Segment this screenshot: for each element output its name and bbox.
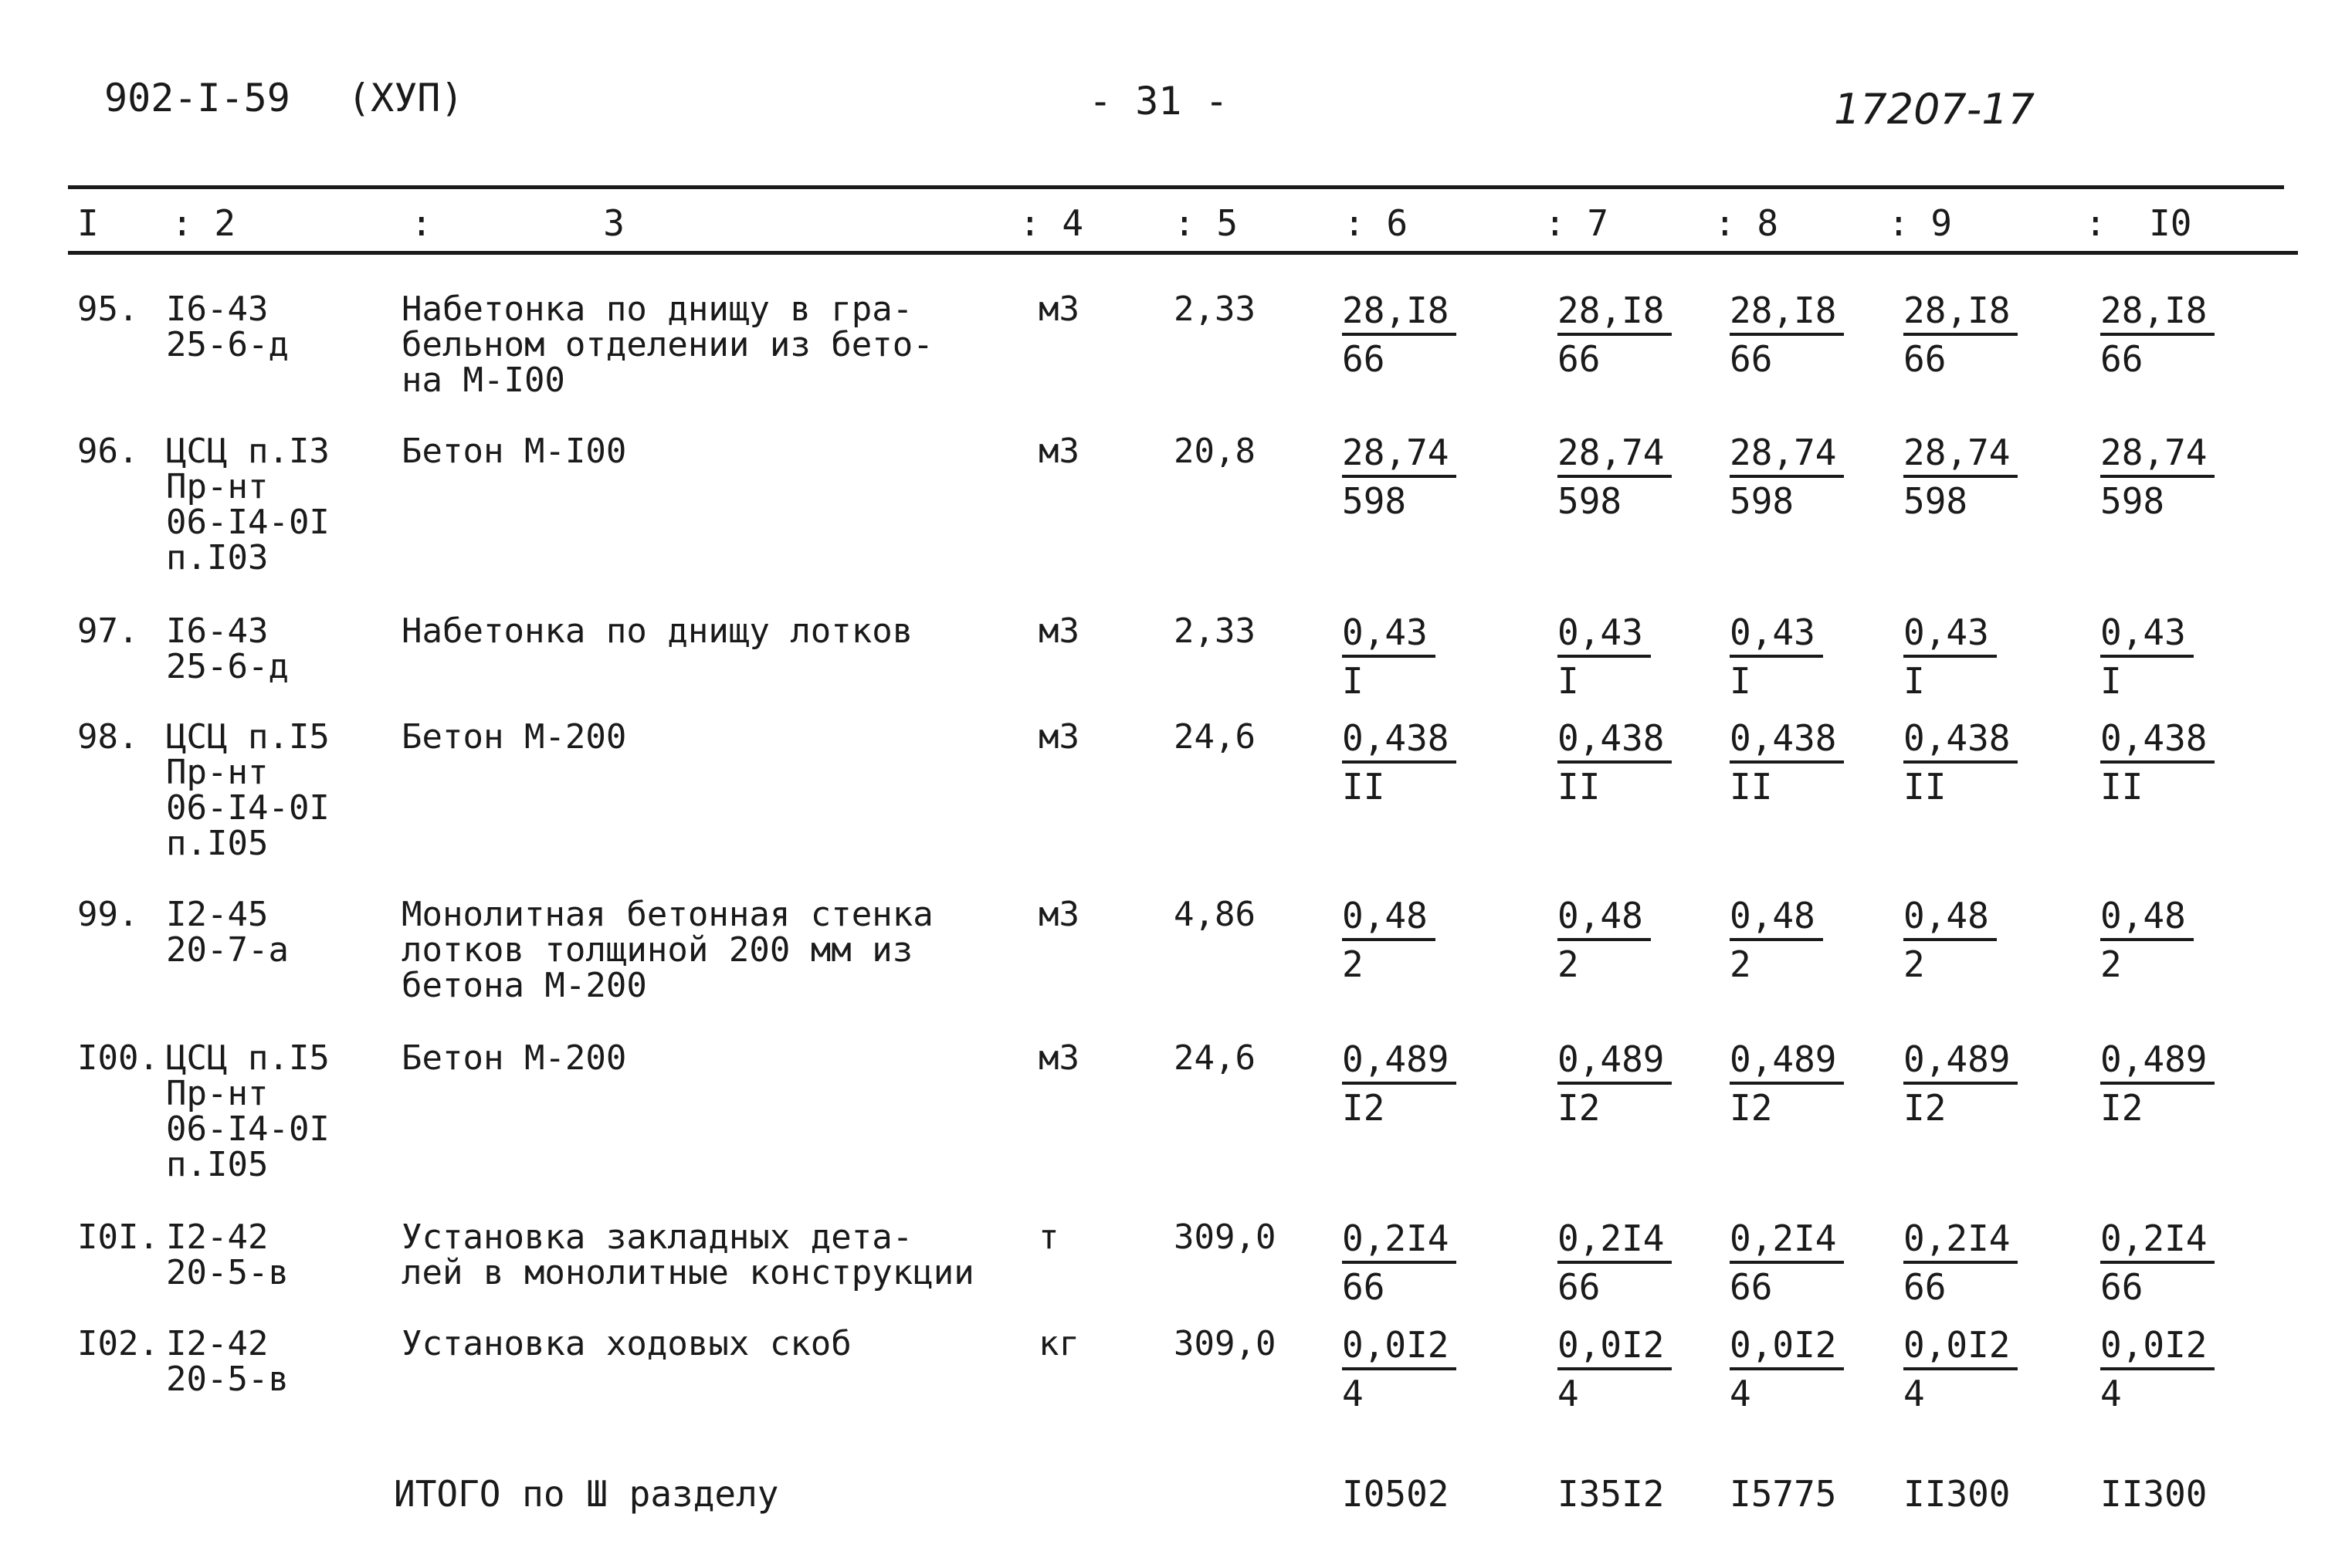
doc-code: 902-I-59: [104, 76, 290, 120]
total-cost: 4: [1557, 1373, 1579, 1414]
doc-part: (ХУП): [347, 76, 464, 120]
row-number: 98.: [77, 717, 139, 757]
unit-cost: 28,I8: [1342, 288, 1456, 336]
unit-cost: 0,2I4: [1903, 1216, 2018, 1264]
row-number: 97.: [77, 611, 139, 651]
total-cost: II: [1903, 766, 1947, 808]
unit: т: [1039, 1217, 1059, 1257]
cost-fraction: [1557, 608, 1651, 704]
total-cost: 598: [1557, 480, 1622, 522]
cost-fraction: [2100, 608, 2194, 704]
cost-fraction: [1730, 713, 1844, 810]
unit-cost: 0,48: [1557, 893, 1651, 941]
total-cost: 66: [1730, 1266, 1773, 1308]
total-cost: 66: [1342, 1266, 1385, 1308]
unit-cost: 28,I8: [2100, 288, 2215, 336]
quantity: 24,6: [1174, 717, 1256, 757]
unit-cost: 28,I8: [1730, 288, 1844, 336]
total-cost: 598: [1903, 480, 1968, 522]
cost-fraction: [1342, 428, 1456, 524]
norm-code: I2-42 20-5-в: [166, 1217, 289, 1292]
total-cost: 66: [1342, 338, 1385, 380]
cost-fraction: [2100, 891, 2194, 987]
unit: м3: [1039, 290, 1079, 329]
quantity: 20,8: [1174, 432, 1256, 471]
total-cost: 4: [1903, 1373, 1925, 1414]
total-cost: II: [1557, 766, 1601, 808]
cost-fraction: [1903, 891, 1997, 987]
page-number: - 31 -: [1089, 79, 1229, 124]
row-number: I00.: [77, 1038, 159, 1078]
cost-fraction: [1730, 891, 1823, 987]
cost-fraction: [1342, 1214, 1456, 1310]
total-cost: I: [2100, 660, 2122, 702]
work-description: Монолитная бетонная стенка лотков толщиной 200 мм из бетона М-200: [402, 895, 934, 1005]
total-cost: I2: [2100, 1087, 2144, 1129]
cost-fraction: [1342, 608, 1435, 704]
cost-fraction: [1342, 1320, 1456, 1417]
norm-code: ЦСЦ п.I5 Пр-нт 06-I4-0I п.I05: [166, 717, 330, 863]
cost-fraction: [1730, 428, 1844, 524]
cost-fraction: [1342, 286, 1456, 382]
cost-fraction: [1557, 1035, 1672, 1131]
quantity: 2,33: [1174, 611, 1256, 651]
total-cost: 598: [1342, 480, 1407, 522]
cost-fraction: [2100, 1320, 2215, 1417]
row-number: 95.: [77, 290, 139, 329]
norm-code: I6-43 25-6-д: [166, 290, 289, 364]
total-cost: I2: [1730, 1087, 1773, 1129]
unit: м3: [1039, 895, 1079, 934]
unit-cost: 0,43: [1730, 610, 1823, 658]
unit: м3: [1039, 432, 1079, 471]
sheet-reference: 17207-17: [1834, 85, 2035, 134]
total-cost: 66: [1557, 338, 1601, 380]
column-header-8: : 8: [1714, 202, 1779, 244]
unit-cost: 0,43: [1342, 610, 1435, 658]
work-description: Набетонка по днищу лотков: [402, 611, 913, 651]
unit-cost: 0,0I2: [1730, 1322, 1844, 1370]
total-cost: 2: [1903, 943, 1925, 985]
unit-cost: 0,489: [1730, 1037, 1844, 1085]
total-cost: 2: [1557, 943, 1579, 985]
cost-fraction: [2100, 428, 2215, 524]
unit-cost: 0,0I2: [1342, 1322, 1456, 1370]
cost-fraction: [1903, 1320, 2018, 1417]
unit-cost: 0,43: [1903, 610, 1997, 658]
total-cost: I2: [1903, 1087, 1947, 1129]
unit-cost: 0,2I4: [1342, 1216, 1456, 1264]
cost-fraction: [1557, 1214, 1672, 1310]
row-number: I0I.: [77, 1217, 159, 1257]
total-cost: 2: [2100, 943, 2122, 985]
norm-code: I2-42 20-5-в: [166, 1324, 289, 1399]
unit-cost: 0,489: [1903, 1037, 2018, 1085]
total-cost: 2: [1730, 943, 1751, 985]
unit: м3: [1039, 1038, 1079, 1078]
unit-cost: 0,0I2: [1903, 1322, 2018, 1370]
unit-cost: 0,43: [2100, 610, 2194, 658]
work-description: Бетон М-200: [402, 717, 627, 757]
cost-fraction: [1903, 608, 1997, 704]
cost-fraction: [1557, 286, 1672, 382]
total-cost: I2: [1342, 1087, 1385, 1129]
row-number: 99.: [77, 895, 139, 934]
total-cost: I: [1557, 660, 1579, 702]
unit-cost: 0,43: [1557, 610, 1651, 658]
cost-fraction: [1730, 1320, 1844, 1417]
cost-fraction: [2100, 1035, 2215, 1131]
total-cost: 2: [1342, 943, 1364, 985]
work-description: Бетон М-I00: [402, 432, 627, 471]
norm-code: I6-43 25-6-д: [166, 611, 289, 686]
unit-cost: 28,74: [1730, 430, 1844, 478]
total-label: ИТОГО по Ш разделу: [394, 1473, 779, 1515]
cost-fraction: [1903, 713, 2018, 810]
unit-cost: 0,438: [1730, 716, 1844, 764]
total-value: II300: [1903, 1473, 2011, 1515]
quantity: 4,86: [1174, 895, 1256, 934]
cost-fraction: [1557, 428, 1672, 524]
unit-cost: 28,74: [1342, 430, 1456, 478]
total-cost: 4: [2100, 1373, 2122, 1414]
total-cost: II: [2100, 766, 2144, 808]
unit-cost: 0,48: [1903, 893, 1997, 941]
unit-cost: 0,48: [1342, 893, 1435, 941]
unit-cost: 0,489: [1557, 1037, 1672, 1085]
total-value: I5775: [1730, 1473, 1837, 1515]
total-cost: 66: [1557, 1266, 1601, 1308]
unit-cost: 0,48: [1730, 893, 1823, 941]
column-header-7: : 7: [1544, 202, 1609, 244]
cost-fraction: [2100, 713, 2215, 810]
cost-fraction: [1903, 286, 2018, 382]
cost-fraction: [1730, 1214, 1844, 1310]
cost-fraction: [2100, 286, 2215, 382]
total-cost: 66: [2100, 1266, 2144, 1308]
total-cost: I2: [1557, 1087, 1601, 1129]
total-value: I0502: [1342, 1473, 1449, 1515]
column-header-9: : 9: [1888, 202, 1953, 244]
unit-cost: 28,74: [2100, 430, 2215, 478]
cost-fraction: [1730, 286, 1844, 382]
unit-cost: 28,74: [1903, 430, 2018, 478]
work-description: Бетон М-200: [402, 1038, 627, 1078]
total-value: II300: [2100, 1473, 2208, 1515]
norm-code: I2-45 20-7-а: [166, 895, 289, 970]
table-top-rule: [68, 185, 2284, 189]
unit-cost: 0,489: [2100, 1037, 2215, 1085]
column-header-4: : 4: [1019, 202, 1084, 244]
unit: м3: [1039, 611, 1079, 651]
total-cost: 66: [1730, 338, 1773, 380]
cost-fraction: [2100, 1214, 2215, 1310]
unit-cost: 28,I8: [1557, 288, 1672, 336]
total-cost: I: [1730, 660, 1751, 702]
unit: кг: [1039, 1324, 1079, 1363]
total-cost: 598: [1730, 480, 1794, 522]
cost-fraction: [1342, 891, 1435, 987]
work-description: Установка ходовых скоб: [402, 1324, 852, 1363]
unit-cost: 0,0I2: [2100, 1322, 2215, 1370]
cost-fraction: [1342, 1035, 1456, 1131]
column-header-1: I: [77, 202, 99, 244]
quantity: 2,33: [1174, 290, 1256, 329]
cost-fraction: [1903, 1035, 2018, 1131]
total-value: I35I2: [1557, 1473, 1665, 1515]
row-number: I02.: [77, 1324, 159, 1363]
unit-cost: 0,2I4: [1730, 1216, 1844, 1264]
norm-code: ЦСЦ п.I3 Пр-нт 06-I4-0I п.I03: [166, 432, 330, 577]
cost-fraction: [1557, 713, 1672, 810]
unit-cost: 0,2I4: [1557, 1216, 1672, 1264]
cost-fraction: [1903, 428, 2018, 524]
norm-code: ЦСЦ п.I5 Пр-нт 06-I4-0I п.I05: [166, 1038, 330, 1184]
quantity: 24,6: [1174, 1038, 1256, 1078]
unit-cost: 0,438: [2100, 716, 2215, 764]
total-cost: II: [1342, 766, 1385, 808]
unit: м3: [1039, 717, 1079, 757]
total-cost: 598: [2100, 480, 2165, 522]
total-cost: 66: [1903, 338, 1947, 380]
quantity: 309,0: [1174, 1217, 1276, 1257]
cost-fraction: [1730, 1035, 1844, 1131]
unit-cost: 0,438: [1903, 716, 2018, 764]
column-header-2: : 2: [171, 202, 236, 244]
total-cost: 66: [1903, 1266, 1947, 1308]
unit-cost: 0,48: [2100, 893, 2194, 941]
cost-fraction: [1730, 608, 1823, 704]
quantity: 309,0: [1174, 1324, 1276, 1363]
work-description: Установка закладных дета- лей в монолитные конструкции: [402, 1217, 974, 1292]
total-cost: I: [1903, 660, 1925, 702]
table-header-rule: [68, 251, 2298, 255]
cost-fraction: [1557, 891, 1651, 987]
cost-fraction: [1557, 1320, 1672, 1417]
column-header-10: : I0: [2085, 202, 2192, 244]
work-description: Набетонка по днищу в гра- бельном отделении из бето- на М-I00: [402, 290, 934, 400]
unit-cost: 0,438: [1342, 716, 1456, 764]
unit-cost: 28,74: [1557, 430, 1672, 478]
total-cost: 66: [2100, 338, 2144, 380]
cost-fraction: [1342, 713, 1456, 810]
row-number: 96.: [77, 432, 139, 471]
unit-cost: 28,I8: [1903, 288, 2018, 336]
column-header-6: : 6: [1344, 202, 1408, 244]
total-cost: II: [1730, 766, 1773, 808]
unit-cost: 0,2I4: [2100, 1216, 2215, 1264]
total-cost: I: [1342, 660, 1364, 702]
cost-fraction: [1903, 1214, 2018, 1310]
column-header-5: : 5: [1174, 202, 1239, 244]
column-header-3: : 3: [411, 202, 625, 244]
unit-cost: 0,0I2: [1557, 1322, 1672, 1370]
total-cost: 4: [1342, 1373, 1364, 1414]
unit-cost: 0,489: [1342, 1037, 1456, 1085]
total-cost: 4: [1730, 1373, 1751, 1414]
unit-cost: 0,438: [1557, 716, 1672, 764]
